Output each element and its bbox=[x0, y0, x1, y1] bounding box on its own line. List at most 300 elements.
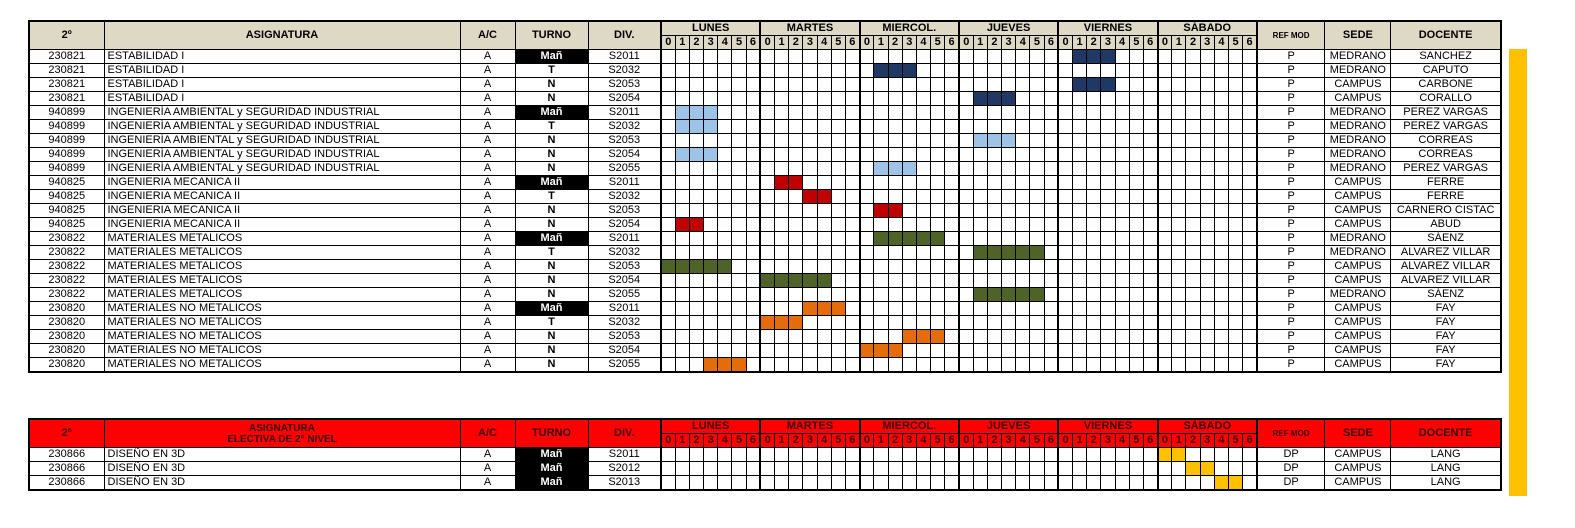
schedule-slot bbox=[1158, 462, 1172, 476]
schedule-slot bbox=[1143, 106, 1157, 120]
schedule-slot-filled bbox=[987, 92, 1001, 106]
slot-header: 5 bbox=[732, 36, 746, 50]
schedule-slot bbox=[746, 302, 760, 316]
schedule-slot-filled bbox=[973, 92, 987, 106]
day-header: SÁBADO bbox=[1158, 21, 1257, 36]
schedule-slot bbox=[1058, 344, 1072, 358]
schedule-slot bbox=[1002, 120, 1016, 134]
schedule-slot bbox=[959, 162, 973, 176]
schedule-slot-filled bbox=[1030, 288, 1044, 302]
schedule-slot bbox=[803, 330, 817, 344]
schedule-slot bbox=[803, 232, 817, 246]
schedule-slot bbox=[860, 246, 874, 260]
schedule-slot bbox=[1229, 204, 1243, 218]
schedule-slot bbox=[931, 106, 945, 120]
schedule-slot bbox=[704, 204, 718, 218]
schedule-slot bbox=[1072, 246, 1086, 260]
schedule-slot bbox=[775, 330, 789, 344]
schedule-slot bbox=[1129, 476, 1143, 491]
schedule-slot bbox=[704, 232, 718, 246]
schedule-slot bbox=[704, 50, 718, 64]
slot-header: 5 bbox=[831, 434, 845, 448]
schedule-slot bbox=[1172, 330, 1186, 344]
schedule-slot bbox=[1115, 358, 1129, 373]
asignatura-cell: MATERIALES METALICOS bbox=[104, 274, 460, 288]
schedule-slot bbox=[1115, 476, 1129, 491]
schedule-slot-filled bbox=[1002, 92, 1016, 106]
schedule-slot bbox=[661, 218, 675, 232]
schedule-slot bbox=[746, 176, 760, 190]
schedule-slot bbox=[1044, 274, 1058, 288]
slot-header: 5 bbox=[1030, 434, 1044, 448]
schedule-slot bbox=[831, 344, 845, 358]
schedule-slot bbox=[1044, 302, 1058, 316]
schedule-slot bbox=[1087, 462, 1101, 476]
schedule-slot bbox=[1143, 476, 1157, 491]
schedule-slot bbox=[916, 162, 930, 176]
schedule-slot bbox=[916, 462, 930, 476]
schedule-slot bbox=[1030, 64, 1044, 78]
schedule-slot-filled bbox=[704, 148, 718, 162]
schedule-slot bbox=[1087, 358, 1101, 373]
schedule-slot bbox=[1129, 120, 1143, 134]
schedule-slot bbox=[973, 462, 987, 476]
schedule-slot bbox=[959, 288, 973, 302]
schedule-slot bbox=[874, 260, 888, 274]
docente-cell: LANG bbox=[1391, 448, 1501, 462]
schedule-slot bbox=[1115, 288, 1129, 302]
div-cell: S2053 bbox=[588, 134, 661, 148]
schedule-slot bbox=[704, 92, 718, 106]
schedule-slot bbox=[817, 448, 831, 462]
schedule-slot bbox=[945, 78, 959, 92]
schedule-slot-filled bbox=[675, 218, 689, 232]
schedule-slot bbox=[916, 218, 930, 232]
schedule-slot bbox=[1229, 358, 1243, 373]
schedule-slot bbox=[1087, 448, 1101, 462]
schedule-slot bbox=[1229, 78, 1243, 92]
schedule-slot bbox=[1129, 316, 1143, 330]
schedule-slot bbox=[789, 246, 803, 260]
schedule-slot bbox=[1200, 274, 1214, 288]
schedule-slot bbox=[1002, 78, 1016, 92]
schedule-slot-filled bbox=[902, 232, 916, 246]
schedule-slot bbox=[945, 232, 959, 246]
schedule-slot bbox=[1172, 316, 1186, 330]
schedule-slot-filled bbox=[1200, 462, 1214, 476]
schedule-slot bbox=[1143, 218, 1157, 232]
sede-cell: MEDRANO bbox=[1325, 120, 1391, 134]
schedule-slot bbox=[1172, 92, 1186, 106]
schedule-slot bbox=[831, 162, 845, 176]
schedule-slot bbox=[959, 316, 973, 330]
schedule-slot bbox=[874, 148, 888, 162]
schedule-slot bbox=[1101, 316, 1115, 330]
schedule-slot bbox=[945, 462, 959, 476]
schedule-slot bbox=[916, 476, 930, 491]
ac-cell: A bbox=[460, 316, 515, 330]
schedule-slot-filled bbox=[817, 274, 831, 288]
sede-cell: MEDRANO bbox=[1325, 246, 1391, 260]
schedule-slot bbox=[1243, 232, 1257, 246]
div-cell: S2011 bbox=[588, 50, 661, 64]
sede-cell: CAMPUS bbox=[1325, 448, 1391, 462]
schedule-slot bbox=[845, 448, 859, 462]
schedule-slot bbox=[916, 106, 930, 120]
schedule-slot bbox=[689, 64, 703, 78]
schedule-slot bbox=[1044, 134, 1058, 148]
schedule-slot bbox=[931, 162, 945, 176]
schedule-slot-filled bbox=[973, 288, 987, 302]
schedule-slot bbox=[803, 344, 817, 358]
schedule-slot bbox=[1129, 218, 1143, 232]
schedule-slot-filled bbox=[902, 162, 916, 176]
refmod-cell: P bbox=[1257, 316, 1325, 330]
schedule-slot bbox=[1243, 162, 1257, 176]
schedule-slot bbox=[760, 106, 774, 120]
table-row bbox=[29, 288, 1501, 302]
day-header: JUEVES bbox=[959, 21, 1058, 36]
table-row bbox=[29, 462, 1501, 476]
schedule-slot bbox=[760, 302, 774, 316]
schedule-slot bbox=[1044, 232, 1058, 246]
schedule-slot bbox=[831, 134, 845, 148]
table-row bbox=[29, 218, 1501, 232]
turno-cell: N bbox=[515, 218, 588, 232]
code-cell: 230822 bbox=[29, 246, 104, 260]
schedule-slot bbox=[689, 92, 703, 106]
slot-header: 6 bbox=[945, 36, 959, 50]
schedule-slot-filled bbox=[916, 232, 930, 246]
schedule-slot bbox=[916, 50, 930, 64]
schedule-slot bbox=[1058, 274, 1072, 288]
sede-cell: CAMPUS bbox=[1325, 92, 1391, 106]
schedule-slot bbox=[704, 78, 718, 92]
schedule-slot bbox=[845, 92, 859, 106]
schedule-slot bbox=[732, 476, 746, 491]
accent-bar bbox=[1509, 49, 1527, 496]
schedule-slot bbox=[902, 134, 916, 148]
schedule-slot bbox=[1101, 330, 1115, 344]
table-row bbox=[29, 476, 1501, 491]
schedule-slot bbox=[1186, 246, 1200, 260]
schedule-slot bbox=[1129, 106, 1143, 120]
refmod-cell: P bbox=[1257, 302, 1325, 316]
schedule-slot bbox=[1229, 120, 1243, 134]
schedule-slot-filled bbox=[775, 316, 789, 330]
schedule-slot bbox=[1115, 120, 1129, 134]
day-header: LUNES bbox=[661, 21, 760, 36]
sede-cell: CAMPUS bbox=[1325, 190, 1391, 204]
schedule-slot bbox=[1143, 260, 1157, 274]
schedule-slot bbox=[1072, 448, 1086, 462]
schedule-slot bbox=[874, 92, 888, 106]
turno-cell: Mañ bbox=[515, 476, 588, 491]
ac-cell: A bbox=[460, 344, 515, 358]
sede-cell: MEDRANO bbox=[1325, 134, 1391, 148]
schedule-slot bbox=[675, 78, 689, 92]
schedule-slot bbox=[1087, 232, 1101, 246]
schedule-slot bbox=[817, 106, 831, 120]
slot-header: 1 bbox=[1072, 434, 1086, 448]
schedule-slot-filled bbox=[789, 316, 803, 330]
schedule-slot bbox=[1172, 106, 1186, 120]
schedule-slot bbox=[746, 260, 760, 274]
schedule-slot bbox=[789, 148, 803, 162]
table-row bbox=[29, 274, 1501, 288]
schedule-slot bbox=[1243, 246, 1257, 260]
slot-header: 4 bbox=[1016, 36, 1030, 50]
schedule-slot bbox=[1143, 344, 1157, 358]
schedule-slot bbox=[1129, 64, 1143, 78]
schedule-slot bbox=[817, 78, 831, 92]
schedule-slot bbox=[945, 476, 959, 491]
schedule-slot bbox=[1243, 288, 1257, 302]
schedule-slot bbox=[732, 218, 746, 232]
schedule-slot bbox=[1229, 288, 1243, 302]
schedule-slot bbox=[775, 162, 789, 176]
schedule-slot bbox=[1058, 64, 1072, 78]
schedule-slot bbox=[803, 134, 817, 148]
schedule-slot bbox=[732, 232, 746, 246]
schedule-slot bbox=[1129, 148, 1143, 162]
schedule-slot bbox=[1229, 302, 1243, 316]
schedule-slot bbox=[888, 134, 902, 148]
schedule-slot bbox=[775, 134, 789, 148]
code-cell: 230822 bbox=[29, 232, 104, 246]
schedule-slot bbox=[959, 204, 973, 218]
schedule-slot bbox=[1002, 176, 1016, 190]
schedule-slot bbox=[689, 78, 703, 92]
schedule-slot bbox=[817, 288, 831, 302]
docente-cell: ALVAREZ VILLAR bbox=[1391, 246, 1501, 260]
schedule-slot bbox=[1172, 120, 1186, 134]
schedule-slot bbox=[1214, 232, 1228, 246]
asignatura-header: ASIGNATURA bbox=[104, 21, 460, 50]
schedule-slot bbox=[1243, 106, 1257, 120]
year-header: 2º bbox=[29, 21, 104, 50]
slot-header: 0 bbox=[1158, 434, 1172, 448]
slot-header: 1 bbox=[973, 434, 987, 448]
schedule-slot bbox=[760, 64, 774, 78]
div-cell: S2054 bbox=[588, 344, 661, 358]
schedule-slot bbox=[845, 344, 859, 358]
schedule-slot bbox=[945, 246, 959, 260]
slot-header: 2 bbox=[689, 434, 703, 448]
schedule-slot-filled bbox=[1072, 78, 1086, 92]
schedule-slot bbox=[1002, 274, 1016, 288]
schedule-slot bbox=[817, 218, 831, 232]
schedule-slot bbox=[718, 316, 732, 330]
schedule-slot bbox=[746, 476, 760, 491]
schedule-slot bbox=[789, 218, 803, 232]
ac-cell: A bbox=[460, 134, 515, 148]
schedule-slot bbox=[1158, 120, 1172, 134]
schedule-slot bbox=[1058, 246, 1072, 260]
sede-cell: CAMPUS bbox=[1325, 218, 1391, 232]
schedule-slot bbox=[973, 218, 987, 232]
schedule-slot bbox=[1016, 448, 1030, 462]
schedule-slot-filled bbox=[661, 260, 675, 274]
schedule-slot bbox=[1101, 274, 1115, 288]
schedule-slot bbox=[1002, 162, 1016, 176]
schedule-slot bbox=[1016, 50, 1030, 64]
slot-header: 2 bbox=[1186, 434, 1200, 448]
schedule-slot bbox=[1087, 204, 1101, 218]
slot-header: 5 bbox=[732, 434, 746, 448]
schedule-slot bbox=[775, 218, 789, 232]
refmod-cell: P bbox=[1257, 50, 1325, 64]
docente-cell: SÁENZ bbox=[1391, 288, 1501, 302]
schedule-slot bbox=[973, 162, 987, 176]
schedule-slot bbox=[817, 462, 831, 476]
schedule-slot bbox=[704, 344, 718, 358]
schedule-slot bbox=[1101, 232, 1115, 246]
docente-cell: CAPUTO bbox=[1391, 64, 1501, 78]
schedule-slot bbox=[689, 476, 703, 491]
schedule-slot bbox=[959, 134, 973, 148]
schedule-slot bbox=[817, 134, 831, 148]
schedule-slot bbox=[746, 358, 760, 373]
schedule-slot bbox=[1186, 162, 1200, 176]
turno-cell: N bbox=[515, 344, 588, 358]
schedule-slot bbox=[1030, 330, 1044, 344]
schedule-slot bbox=[1129, 330, 1143, 344]
refmod-cell: DP bbox=[1257, 476, 1325, 491]
slot-header: 2 bbox=[789, 434, 803, 448]
schedule-slot bbox=[1115, 330, 1129, 344]
turno-cell: Mañ bbox=[515, 302, 588, 316]
asignatura-cell: ESTABILIDAD I bbox=[104, 64, 460, 78]
schedule-slot bbox=[1115, 78, 1129, 92]
schedule-slot bbox=[1016, 204, 1030, 218]
schedule-slot bbox=[831, 260, 845, 274]
schedule-slot bbox=[1044, 204, 1058, 218]
schedule-slot bbox=[1058, 190, 1072, 204]
schedule-slot bbox=[661, 190, 675, 204]
refmod-cell: DP bbox=[1257, 448, 1325, 462]
schedule-slot-filled bbox=[675, 106, 689, 120]
schedule-slot bbox=[888, 358, 902, 373]
schedule-slot bbox=[987, 462, 1001, 476]
schedule-slot bbox=[689, 302, 703, 316]
schedule-slot bbox=[718, 176, 732, 190]
schedule-slot bbox=[1016, 134, 1030, 148]
schedule-slot bbox=[675, 288, 689, 302]
asignatura-cell: MATERIALES NO METALICOS bbox=[104, 358, 460, 373]
schedule-slot bbox=[661, 358, 675, 373]
schedule-slot bbox=[902, 274, 916, 288]
schedule-slot bbox=[789, 260, 803, 274]
schedule-slot bbox=[803, 204, 817, 218]
schedule-slot bbox=[661, 288, 675, 302]
schedule-slot bbox=[1158, 148, 1172, 162]
schedule-slot bbox=[817, 344, 831, 358]
schedule-slot bbox=[746, 232, 760, 246]
schedule-slot-filled bbox=[1101, 78, 1115, 92]
schedule-slot bbox=[945, 302, 959, 316]
turno-cell: N bbox=[515, 260, 588, 274]
schedule-slot bbox=[732, 302, 746, 316]
schedule-slot bbox=[675, 246, 689, 260]
schedule-slot bbox=[931, 476, 945, 491]
schedule-slot bbox=[746, 134, 760, 148]
schedule-slot bbox=[874, 78, 888, 92]
schedule-slot bbox=[675, 204, 689, 218]
schedule-slot bbox=[831, 288, 845, 302]
schedule-slot bbox=[1087, 330, 1101, 344]
schedule-slot bbox=[1115, 148, 1129, 162]
schedule-slot bbox=[959, 462, 973, 476]
table-row bbox=[29, 134, 1501, 148]
schedule-slot-filled bbox=[689, 106, 703, 120]
schedule-slot bbox=[1101, 358, 1115, 373]
schedule-slot bbox=[689, 176, 703, 190]
docente-header: DOCENTE bbox=[1391, 21, 1501, 50]
schedule-slot bbox=[1200, 288, 1214, 302]
refmod-cell: P bbox=[1257, 92, 1325, 106]
schedule-slot bbox=[860, 448, 874, 462]
schedule-slot bbox=[860, 78, 874, 92]
schedule-slot bbox=[789, 78, 803, 92]
schedule-slot bbox=[1243, 204, 1257, 218]
schedule-slot-filled bbox=[704, 260, 718, 274]
schedule-slot bbox=[760, 162, 774, 176]
schedule-slot bbox=[789, 232, 803, 246]
schedule-slot-filled bbox=[760, 316, 774, 330]
schedule-slot bbox=[1101, 92, 1115, 106]
schedule-slot bbox=[1243, 302, 1257, 316]
code-cell: 230821 bbox=[29, 92, 104, 106]
schedule-slot bbox=[1016, 64, 1030, 78]
schedule-slot bbox=[1087, 218, 1101, 232]
schedule-slot bbox=[775, 260, 789, 274]
schedule-slot bbox=[987, 476, 1001, 491]
schedule-slot bbox=[860, 316, 874, 330]
schedule-slot bbox=[831, 92, 845, 106]
refmod-cell: P bbox=[1257, 246, 1325, 260]
schedule-slot-filled bbox=[1158, 448, 1172, 462]
schedule-slot bbox=[746, 448, 760, 462]
day-header: MIERCOL. bbox=[860, 21, 959, 36]
schedule-slot bbox=[704, 218, 718, 232]
schedule-slot bbox=[704, 476, 718, 491]
schedule-slot bbox=[775, 232, 789, 246]
schedule-slot bbox=[916, 344, 930, 358]
table-row bbox=[29, 330, 1501, 344]
schedule-slot bbox=[789, 106, 803, 120]
refmod-cell: P bbox=[1257, 162, 1325, 176]
turno-cell: T bbox=[515, 120, 588, 134]
slot-header: 3 bbox=[1200, 434, 1214, 448]
schedule-slot bbox=[1101, 134, 1115, 148]
schedule-slot bbox=[916, 78, 930, 92]
schedule-slot bbox=[732, 134, 746, 148]
schedule-slot bbox=[1158, 330, 1172, 344]
schedule-slot bbox=[1143, 302, 1157, 316]
slot-header: 2 bbox=[987, 434, 1001, 448]
schedule-slot bbox=[1129, 190, 1143, 204]
asignatura-cell: MATERIALES NO METALICOS bbox=[104, 316, 460, 330]
schedule-slot bbox=[1214, 148, 1228, 162]
schedule-slot bbox=[916, 302, 930, 316]
asignatura-cell: INGENIERIA MECANICA II bbox=[104, 190, 460, 204]
schedule-slot bbox=[1186, 358, 1200, 373]
schedule-slot bbox=[860, 134, 874, 148]
schedule-slot bbox=[1087, 316, 1101, 330]
schedule-slot bbox=[1016, 190, 1030, 204]
schedule-slot bbox=[1143, 64, 1157, 78]
